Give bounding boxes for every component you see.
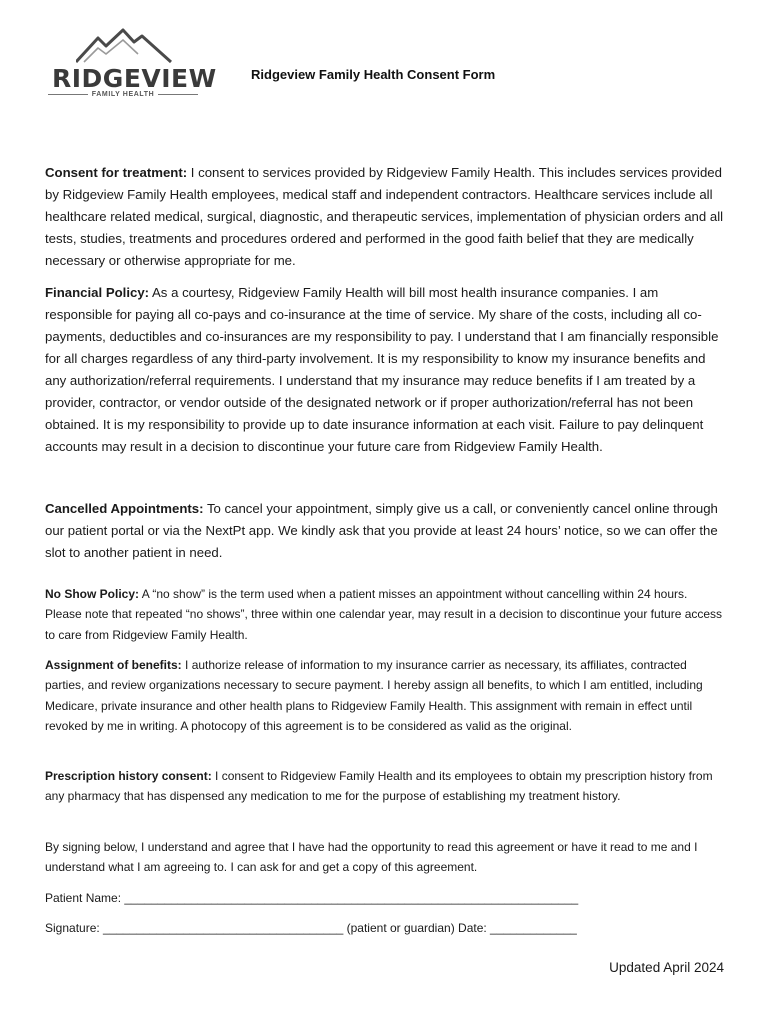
section-body: I consent to Ridgeview Family Health and its employees to obtain my prescription history from any pharmacy that has dispensed any medication to me for the purpose of establishing my treatment history. (45, 769, 713, 804)
logo-wordmark: RIDGEVIEW (52, 64, 217, 93)
document-title: Ridgeview Family Health Consent Form (251, 67, 496, 82)
section-body: By signing below, I understand and agree that I have had the opportunity to read this agreement or have it read to me and I understand what I am agreeing to. I can ask for and get a copy of this agreement. (45, 840, 698, 875)
section-body: I authorize release of information to my insurance carrier as necessary, its affiliates, contracted parties, and review organizations necessary to secure payment. I hereby assign all benefits, to which I am entitled, including Medicare, private insurance and other health plans to Ridgeview Family Health. This assignment with remain in effect until revoked by me in writing. A photocopy of this agreement is to be considered as valid as the original. (45, 658, 703, 733)
no-show-policy-section (45, 584, 727, 645)
logo-tagline-text: FAMILY HEALTH (91, 91, 155, 98)
ridgeview-logo (48, 28, 217, 106)
patient-name-field[interactable]: Patient Name: ____________________________________________________________________ (45, 891, 579, 905)
section-heading: Assignment of benefits: (45, 658, 182, 672)
financial-policy-section (45, 282, 727, 458)
section-heading: Consent for treatment: (45, 165, 188, 180)
section-heading: No Show Policy: (45, 587, 140, 601)
prescription-history-section (45, 766, 727, 807)
logo-tagline (48, 91, 198, 98)
section-heading: Cancelled Appointments: (45, 501, 204, 516)
section-heading: Prescription history consent: (45, 769, 212, 783)
section-body: To cancel your appointment, simply give us a call, or conveniently cancel online through our patient portal or via the NextPt app. We kindly ask that you provide at least 24 hours’ notice, so we can offer the slot to another patient in need. (45, 501, 718, 560)
signature-field[interactable]: Signature: ____________________________________ (patient or guardian) Date: _____________ (45, 921, 577, 935)
cancelled-appointments-section (45, 498, 727, 564)
section-heading: Financial Policy: (45, 285, 150, 300)
section-body: As a courtesy, Ridgeview Family Health will bill most health insurance companies. I am responsible for paying all co-pays and co-insurance at the time of service. My share of the costs, including all co-payments, deductibles and co-insurances are my responsibility to pay. I understand that I am financially responsible for all charges regardless of any third-party involvement. It is my responsibility to know my insurance benefits and any authorization/referral requirements. I understand that my insurance may reduce benefits if I am treated by a provider, contractor, or vendor outside of the designated network or if proper authorization/referral has not been obtained. It is my responsibility to provide up to date insurance information at each visit. Failure to pay delinquent accounts may result in a decision to discontinue your future care from Ridgeview Family Health. (45, 285, 719, 454)
section-body: I consent to services provided by Ridgeview Family Health. This includes services provided by Ridgeview Family Health employees, medical staff and independent contractors. Healthcare services include all healthcare related medical, surgical, diagnostic, and therapeutic services, implementation of physician orders and all tests, studies, treatments and procedures ordered and performed in the good faith belief that they are medically necessary or otherwise appropriate for me. (45, 165, 724, 268)
mountain-icon (76, 28, 176, 68)
agreement-statement (45, 837, 727, 878)
section-body: A “no show” is the term used when a patient misses an appointment without cancelling within 24 hours. Please note that repeated “no shows”, three within one calendar year, may result in a decision to discontinue your future access to care from Ridgeview Family Health. (45, 587, 723, 642)
consent-treatment-section (45, 162, 727, 272)
assignment-benefits-section (45, 655, 727, 736)
updated-date: Updated April 2024 (609, 960, 724, 975)
